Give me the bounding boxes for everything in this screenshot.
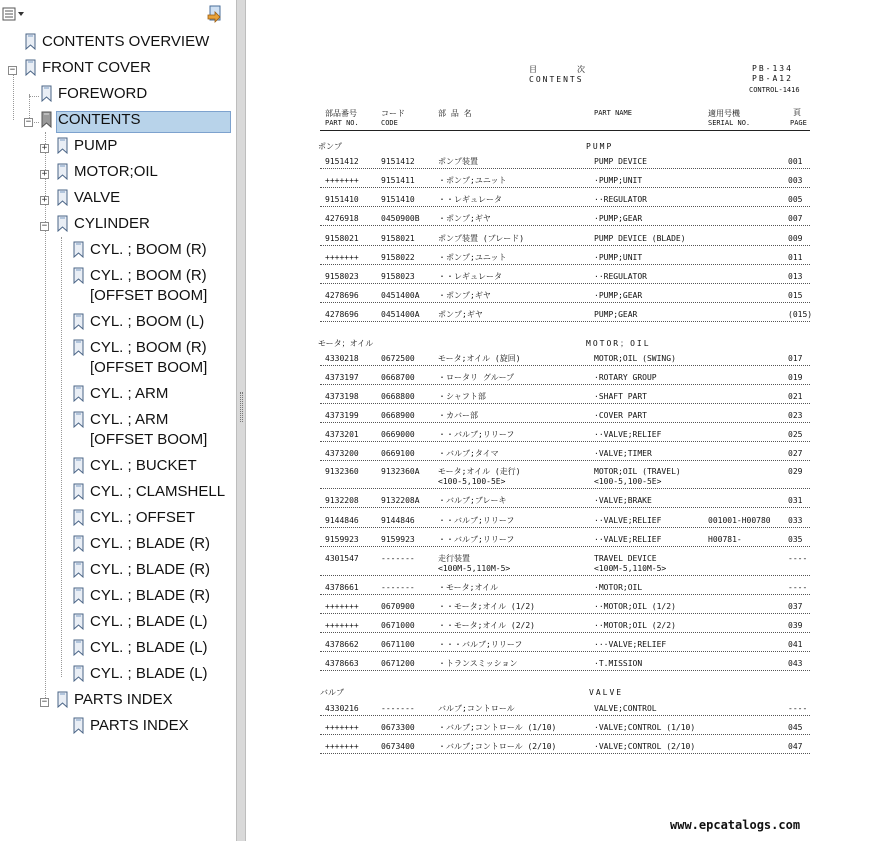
cell-page: 019 bbox=[788, 373, 803, 382]
cell-name-jp: モータ;オイル (走行) bbox=[438, 467, 521, 476]
row-divider bbox=[320, 594, 810, 595]
cell-part-name: ·VALVE;BRAKE bbox=[594, 496, 652, 505]
row-divider bbox=[320, 527, 810, 528]
cell-code: ------- bbox=[381, 583, 415, 592]
cell-name-jp: ・・レギュレータ bbox=[438, 195, 502, 204]
collapse-toggle-icon[interactable]: − bbox=[41, 697, 48, 707]
cell-part-name: MOTOR;OIL (TRAVEL) bbox=[594, 467, 681, 476]
row-divider bbox=[320, 283, 810, 284]
row-divider bbox=[320, 488, 810, 489]
cell-name-jp: ・ポンプ;ギヤ bbox=[438, 291, 491, 300]
bookmark-label: CYL. ; BUCKET bbox=[90, 457, 197, 474]
row-divider bbox=[320, 715, 810, 716]
row-divider bbox=[320, 422, 810, 423]
cell-part-name: ·VALVE;TIMER bbox=[594, 449, 652, 458]
cell-part-name: TRAVEL DEVICE bbox=[594, 554, 657, 563]
bookmark-label: CYL. ; BLADE (R) bbox=[90, 535, 211, 552]
bookmark-icon bbox=[72, 613, 86, 631]
cell-name-jp-note: <100M-5,110M-5> bbox=[438, 564, 511, 573]
bookmark-icon bbox=[72, 587, 86, 605]
cell-part-no: 4373201 bbox=[325, 430, 359, 439]
cell-part-name: ·PUMP;GEAR bbox=[594, 291, 643, 300]
cell-name-jp: ・トランスミッション bbox=[438, 659, 518, 668]
cell-code: 0669100 bbox=[381, 449, 415, 458]
cell-part-name: ···VALVE;RELIEF bbox=[594, 640, 667, 649]
cell-serial: H00781- bbox=[708, 535, 742, 544]
bookmark-item[interactable] bbox=[40, 110, 141, 132]
header-part-name-en: PART NAME bbox=[594, 109, 632, 117]
bookmark-item[interactable] bbox=[56, 214, 150, 236]
collapse-toggle-icon[interactable]: − bbox=[9, 65, 16, 75]
bookmark-icon bbox=[72, 535, 86, 553]
cell-code: 0669000 bbox=[381, 430, 415, 439]
bookmark-icon bbox=[72, 483, 86, 501]
bookmark-icon bbox=[24, 33, 38, 51]
cell-name-jp: ・ポンプ;ギヤ bbox=[438, 214, 491, 223]
collapse-toggle-icon[interactable]: − bbox=[25, 117, 32, 127]
bookmark-item[interactable] bbox=[24, 58, 151, 80]
title-en: CONTENTS bbox=[529, 75, 584, 84]
cell-code: 0451400A bbox=[381, 291, 420, 300]
cell-code: 0671200 bbox=[381, 659, 415, 668]
bookmarks-panel bbox=[0, 0, 236, 841]
cell-part-no: 4278696 bbox=[325, 310, 359, 319]
header-serial-jp: 適用号機 bbox=[708, 109, 740, 118]
cell-page: 029 bbox=[788, 467, 803, 476]
bookmark-label: CYL. ; BLADE (L) bbox=[90, 639, 208, 656]
cell-name-jp: ・・モータ;オイル (2/2) bbox=[438, 621, 535, 630]
row-divider bbox=[320, 632, 810, 633]
bookmark-icon bbox=[72, 561, 86, 579]
cell-code: 9158022 bbox=[381, 253, 415, 262]
row-divider bbox=[320, 245, 810, 246]
cell-part-name: ·MOTOR;OIL bbox=[594, 583, 643, 592]
cell-name-jp: 走行装置 bbox=[438, 554, 470, 563]
cell-code: 9132208A bbox=[381, 496, 420, 505]
bookmark-label: FOREWORD bbox=[58, 85, 148, 102]
bookmark-icon bbox=[72, 717, 86, 735]
bookmark-item[interactable] bbox=[72, 456, 197, 478]
cell-page: 015 bbox=[788, 291, 803, 300]
panel-splitter[interactable] bbox=[236, 0, 246, 841]
cell-name-jp: バルブ;コントロール bbox=[438, 704, 515, 713]
cell-code: 0670900 bbox=[381, 602, 415, 611]
footer-url[interactable]: www.epcatalogs.com bbox=[670, 818, 801, 832]
bookmark-icon bbox=[72, 267, 86, 285]
cell-part-no: 4301547 bbox=[325, 554, 359, 563]
bookmark-item[interactable] bbox=[72, 586, 210, 608]
bookmark-icon bbox=[40, 111, 54, 129]
cell-page: 033 bbox=[788, 516, 803, 525]
cell-part-name: ·T.MISSION bbox=[594, 659, 643, 668]
header-name-jp: 部 品 名 bbox=[438, 109, 472, 118]
bookmark-label: CYL. ; BOOM (L) bbox=[90, 313, 205, 330]
cell-name-jp: ・ポンプ;ユニット bbox=[438, 176, 507, 185]
cell-name-jp: ・・バルブ;リリーフ bbox=[438, 516, 515, 525]
bookmark-icon bbox=[56, 137, 70, 155]
bookmark-label: CONTENTS OVERVIEW bbox=[42, 33, 210, 50]
bookmark-icon bbox=[72, 241, 86, 259]
bookmark-item[interactable] bbox=[72, 664, 208, 686]
cell-part-no: 4378663 bbox=[325, 659, 359, 668]
cell-code: 9158023 bbox=[381, 272, 415, 281]
bookmark-label: CYLINDER bbox=[74, 215, 150, 232]
cell-page: 025 bbox=[788, 430, 803, 439]
cell-part-name: ·COVER PART bbox=[594, 411, 647, 420]
bookmark-item[interactable] bbox=[72, 508, 195, 530]
cell-code: 0671000 bbox=[381, 621, 415, 630]
bookmark-label: CYL. ; ARM [OFFSET BOOM] bbox=[90, 411, 208, 448]
cell-code: 9151411 bbox=[381, 176, 415, 185]
cell-part-no: 4330218 bbox=[325, 354, 359, 363]
cell-name-jp: モータ;オイル (旋回) bbox=[438, 354, 521, 363]
cell-code: 0450900B bbox=[381, 214, 420, 223]
row-divider bbox=[320, 264, 810, 265]
cell-part-no: +++++++ bbox=[325, 253, 359, 262]
cell-page: 027 bbox=[788, 449, 803, 458]
expand-toggle-icon[interactable]: + bbox=[41, 143, 48, 153]
expand-toggle-icon[interactable]: + bbox=[41, 169, 48, 179]
options-menu-button[interactable] bbox=[2, 4, 26, 24]
row-divider bbox=[320, 225, 810, 226]
bookmark-icon bbox=[72, 639, 86, 657]
cell-page: 043 bbox=[788, 659, 803, 668]
cell-part-no: 9132208 bbox=[325, 496, 359, 505]
section-title-jp: ポンプ bbox=[318, 142, 342, 151]
cell-page: 039 bbox=[788, 621, 803, 630]
cell-code: 9151410 bbox=[381, 195, 415, 204]
cell-name-jp: ・バルブ;ブレーキ bbox=[438, 496, 507, 505]
cell-name-jp: ポンプ装置 bbox=[438, 157, 478, 166]
cell-part-no: 9144846 bbox=[325, 516, 359, 525]
row-divider bbox=[320, 753, 810, 754]
header-part-no-en: PART NO. bbox=[325, 119, 359, 127]
bookmark-options-icon bbox=[206, 5, 226, 23]
bookmark-icon bbox=[72, 339, 86, 357]
cell-part-no: 4378662 bbox=[325, 640, 359, 649]
document-page bbox=[246, 0, 881, 841]
bookmark-item[interactable] bbox=[56, 162, 158, 184]
cell-part-name: ··VALVE;RELIEF bbox=[594, 535, 662, 544]
cell-part-name: PUMP DEVICE (BLADE) bbox=[594, 234, 686, 243]
cell-part-name: ··VALVE;RELIEF bbox=[594, 516, 662, 525]
bookmark-item[interactable] bbox=[72, 638, 208, 660]
cell-part-no: +++++++ bbox=[325, 742, 359, 751]
bookmark-label: CYL. ; BLADE (R) bbox=[90, 561, 211, 578]
cell-part-no: 4378661 bbox=[325, 583, 359, 592]
bookmark-icon bbox=[56, 163, 70, 181]
cell-code: 0671100 bbox=[381, 640, 415, 649]
bookmark-item[interactable] bbox=[72, 266, 230, 304]
cell-page: 037 bbox=[788, 602, 803, 611]
bookmark-label: CYL. ; BLADE (L) bbox=[90, 665, 208, 682]
cell-page: 005 bbox=[788, 195, 803, 204]
cell-part-no: 4373200 bbox=[325, 449, 359, 458]
bookmark-item[interactable] bbox=[56, 136, 117, 158]
cell-part-name: ·VALVE;CONTROL (2/10) bbox=[594, 742, 696, 751]
cell-page: 023 bbox=[788, 411, 803, 420]
cell-name-jp: ポンプ装置 (ブレード) bbox=[438, 234, 525, 243]
cell-name-jp: ・・バルブ;リリーフ bbox=[438, 535, 515, 544]
bookmark-item[interactable] bbox=[72, 240, 207, 262]
bookmark-item[interactable] bbox=[72, 384, 168, 406]
header-code-jp: コード bbox=[381, 109, 405, 118]
bookmark-icon bbox=[72, 665, 86, 683]
row-divider bbox=[320, 460, 810, 461]
section-title-jp: モータ；オイル bbox=[318, 339, 374, 348]
cell-code: 0673300 bbox=[381, 723, 415, 732]
bookmark-item[interactable] bbox=[56, 690, 173, 712]
cell-code: ------- bbox=[381, 554, 415, 563]
bookmark-icon bbox=[56, 215, 70, 233]
bookmark-label: CYL. ; CLAMSHELL bbox=[90, 483, 226, 500]
bookmark-item[interactable] bbox=[40, 84, 147, 106]
section-title-en: PUMP bbox=[586, 142, 614, 151]
header-code-en: CODE bbox=[381, 119, 398, 127]
expand-bookmark-button[interactable] bbox=[206, 4, 226, 24]
cell-code: 0672500 bbox=[381, 354, 415, 363]
header-serial-en: SERIAL NO. bbox=[708, 119, 751, 127]
bookmark-item[interactable] bbox=[24, 32, 209, 54]
cell-name-jp: ・カバー部 bbox=[438, 411, 478, 420]
cell-part-name: ··VALVE;RELIEF bbox=[594, 430, 662, 439]
bookmark-label: VALVE bbox=[74, 189, 121, 206]
cell-name-jp: ・・レギュレータ bbox=[438, 272, 502, 281]
cell-part-name: ·PUMP;UNIT bbox=[594, 176, 643, 185]
row-divider bbox=[320, 168, 810, 169]
cell-part-no: 9132360 bbox=[325, 467, 359, 476]
cell-part-no: 9158021 bbox=[325, 234, 359, 243]
bookmark-icon bbox=[72, 385, 86, 403]
cell-page: 017 bbox=[788, 354, 803, 363]
cell-code: 0451400A bbox=[381, 310, 420, 319]
cell-name-jp: ・・バルブ;リリーフ bbox=[438, 430, 515, 439]
bookmark-label: CYL. ; BLADE (R) bbox=[90, 587, 211, 604]
bookmark-label: MOTOR;OIL bbox=[74, 163, 158, 180]
bookmark-label: CYL. ; BLADE (L) bbox=[90, 613, 208, 630]
row-divider bbox=[320, 613, 810, 614]
bookmark-label: CYL. ; OFFSET bbox=[90, 509, 196, 526]
cell-page: 001 bbox=[788, 157, 803, 166]
bookmark-item[interactable] bbox=[72, 716, 189, 738]
cell-page: ---- bbox=[788, 704, 808, 713]
cell-name-jp: ・シャフト部 bbox=[438, 392, 486, 401]
cell-name-jp: ・ポンプ;ユニット bbox=[438, 253, 507, 262]
cell-page: 021 bbox=[788, 392, 803, 401]
row-divider bbox=[320, 403, 810, 404]
cell-part-no: 4373197 bbox=[325, 373, 359, 382]
row-divider bbox=[320, 507, 810, 508]
cell-part-no: 4278696 bbox=[325, 291, 359, 300]
cell-part-name: ·PUMP;UNIT bbox=[594, 253, 643, 262]
cell-part-name: PUMP DEVICE bbox=[594, 157, 647, 166]
cell-name-jp: ・・モータ;オイル (1/2) bbox=[438, 602, 535, 611]
bookmark-label: PARTS INDEX bbox=[74, 691, 173, 708]
cell-part-no: 9151410 bbox=[325, 195, 359, 204]
cell-code: 9159923 bbox=[381, 535, 415, 544]
cell-part-no: 4330216 bbox=[325, 704, 359, 713]
cell-code: 9158021 bbox=[381, 234, 415, 243]
cell-part-no: +++++++ bbox=[325, 723, 359, 732]
section-title-jp: バルブ bbox=[320, 688, 344, 697]
title-jp: 目 次 bbox=[529, 65, 585, 74]
cell-code: 0673400 bbox=[381, 742, 415, 751]
cell-page: 007 bbox=[788, 214, 803, 223]
bookmark-label: CYL. ; BOOM (R) bbox=[90, 241, 207, 258]
cell-code: 0668700 bbox=[381, 373, 415, 382]
cell-code: 9132360A bbox=[381, 467, 420, 476]
cell-name-jp: ・・・バルブ;リリーフ bbox=[438, 640, 523, 649]
bookmark-label: PUMP bbox=[74, 137, 118, 154]
cell-code: 0668900 bbox=[381, 411, 415, 420]
row-divider bbox=[320, 206, 810, 207]
bookmark-icon bbox=[56, 189, 70, 207]
cell-page: ---- bbox=[788, 554, 808, 563]
bookmark-item[interactable] bbox=[56, 188, 120, 210]
cell-page: 011 bbox=[788, 253, 803, 262]
cell-page: 035 bbox=[788, 535, 803, 544]
row-divider bbox=[320, 734, 810, 735]
cell-page: 041 bbox=[788, 640, 803, 649]
header-rule bbox=[320, 130, 810, 131]
collapse-toggle-icon[interactable]: − bbox=[41, 221, 48, 231]
row-divider bbox=[320, 670, 810, 671]
cell-code: 0668800 bbox=[381, 392, 415, 401]
cell-page: (015) bbox=[788, 310, 813, 319]
cell-page: ---- bbox=[788, 583, 808, 592]
bookmark-icon bbox=[72, 457, 86, 475]
row-divider bbox=[320, 441, 810, 442]
cell-part-name: PUMP;GEAR bbox=[594, 310, 638, 319]
row-divider bbox=[320, 365, 810, 366]
bookmark-icon bbox=[72, 509, 86, 527]
header-part-no-jp: 部品番号 bbox=[325, 109, 357, 118]
cell-part-no: 4373198 bbox=[325, 392, 359, 401]
row-divider bbox=[320, 575, 810, 576]
bookmark-icon bbox=[72, 313, 86, 331]
cell-code: 9144846 bbox=[381, 516, 415, 525]
cell-name-jp: ポンプ;ギヤ bbox=[438, 310, 483, 319]
cell-page: 009 bbox=[788, 234, 803, 243]
cell-part-no: +++++++ bbox=[325, 621, 359, 630]
bookmark-icon bbox=[24, 59, 38, 77]
doc-code-1: PB-134 bbox=[752, 64, 793, 73]
bookmark-label: PARTS INDEX bbox=[90, 717, 189, 734]
header-page-en: PAGE bbox=[790, 119, 807, 127]
bookmark-item[interactable] bbox=[72, 338, 230, 376]
cell-name-jp-note: <100-5,100-5E> bbox=[438, 477, 506, 486]
bookmark-label: CYL. ; ARM bbox=[90, 385, 169, 402]
cell-part-name: ··REGULATOR bbox=[594, 272, 647, 281]
bookmark-item[interactable] bbox=[72, 612, 208, 634]
section-title-en: MOTOR；OIL bbox=[586, 339, 651, 348]
bookmarks-toolbar bbox=[0, 0, 236, 28]
row-divider bbox=[320, 321, 810, 322]
section-title-en: VALVE bbox=[589, 688, 624, 697]
cell-part-name: VALVE;CONTROL bbox=[594, 704, 657, 713]
options-icon bbox=[2, 6, 26, 22]
bookmark-icon bbox=[56, 691, 70, 709]
cell-part-no: 4373199 bbox=[325, 411, 359, 420]
cell-name-jp: ・バルブ;タイマ bbox=[438, 449, 499, 458]
cell-part-no: +++++++ bbox=[325, 176, 359, 185]
doc-code-3: CONTROL-1416 bbox=[749, 86, 800, 94]
row-divider bbox=[320, 384, 810, 385]
cell-name-jp: ・モータ;オイル bbox=[438, 583, 499, 592]
header-page-jp: 頁 bbox=[793, 108, 801, 117]
bookmark-label: FRONT COVER bbox=[42, 59, 151, 76]
cell-serial: 001001-H00780 bbox=[708, 516, 771, 525]
cell-part-name: ·SHAFT PART bbox=[594, 392, 647, 401]
cell-page: 013 bbox=[788, 272, 803, 281]
doc-code-2: PB-A12 bbox=[752, 74, 793, 83]
bookmark-item[interactable] bbox=[72, 560, 210, 582]
cell-part-no: +++++++ bbox=[325, 602, 359, 611]
cell-part-name: ··MOTOR;OIL (2/2) bbox=[594, 621, 676, 630]
cell-part-no: 4276918 bbox=[325, 214, 359, 223]
cell-name-jp: ・バルブ;コントロール (1/10) bbox=[438, 723, 557, 732]
bookmark-tree bbox=[0, 30, 236, 841]
cell-part-name: MOTOR;OIL (SWING) bbox=[594, 354, 676, 363]
cell-part-name: ··REGULATOR bbox=[594, 195, 647, 204]
row-divider bbox=[320, 546, 810, 547]
cell-part-name: ·VALVE;CONTROL (1/10) bbox=[594, 723, 696, 732]
bookmark-item[interactable] bbox=[72, 312, 204, 334]
bookmark-label: CYL. ; BOOM (R) [OFFSET BOOM] bbox=[90, 267, 208, 304]
cell-page: 047 bbox=[788, 742, 803, 751]
bookmark-item[interactable] bbox=[72, 482, 225, 504]
bookmark-label: CONTENTS bbox=[58, 111, 141, 128]
bookmark-item[interactable] bbox=[72, 410, 230, 448]
cell-part-name-note: <100-5,100-5E> bbox=[594, 477, 662, 486]
cell-page: 045 bbox=[788, 723, 803, 732]
bookmark-icon bbox=[72, 411, 86, 429]
cell-page: 031 bbox=[788, 496, 803, 505]
row-divider bbox=[320, 187, 810, 188]
cell-part-name: ·ROTARY GROUP bbox=[594, 373, 657, 382]
row-divider bbox=[320, 302, 810, 303]
cell-part-no: 9151412 bbox=[325, 157, 359, 166]
cell-part-name-note: <100M-5,110M-5> bbox=[594, 564, 667, 573]
cell-name-jp: ・バルブ;コントロール (2/10) bbox=[438, 742, 557, 751]
row-divider bbox=[320, 651, 810, 652]
cell-page: 003 bbox=[788, 176, 803, 185]
bookmark-icon bbox=[40, 85, 54, 103]
cell-code: 9151412 bbox=[381, 157, 415, 166]
cell-code: ------- bbox=[381, 704, 415, 713]
cell-name-jp: ・ロータリ グループ bbox=[438, 373, 515, 382]
expand-toggle-icon[interactable]: + bbox=[41, 195, 48, 205]
cell-part-no: 9159923 bbox=[325, 535, 359, 544]
bookmark-item[interactable] bbox=[72, 534, 210, 556]
cell-part-name: ·PUMP;GEAR bbox=[594, 214, 643, 223]
bookmark-label: CYL. ; BOOM (R) [OFFSET BOOM] bbox=[90, 339, 208, 376]
cell-part-name: ··MOTOR;OIL (1/2) bbox=[594, 602, 676, 611]
cell-part-no: 9158023 bbox=[325, 272, 359, 281]
